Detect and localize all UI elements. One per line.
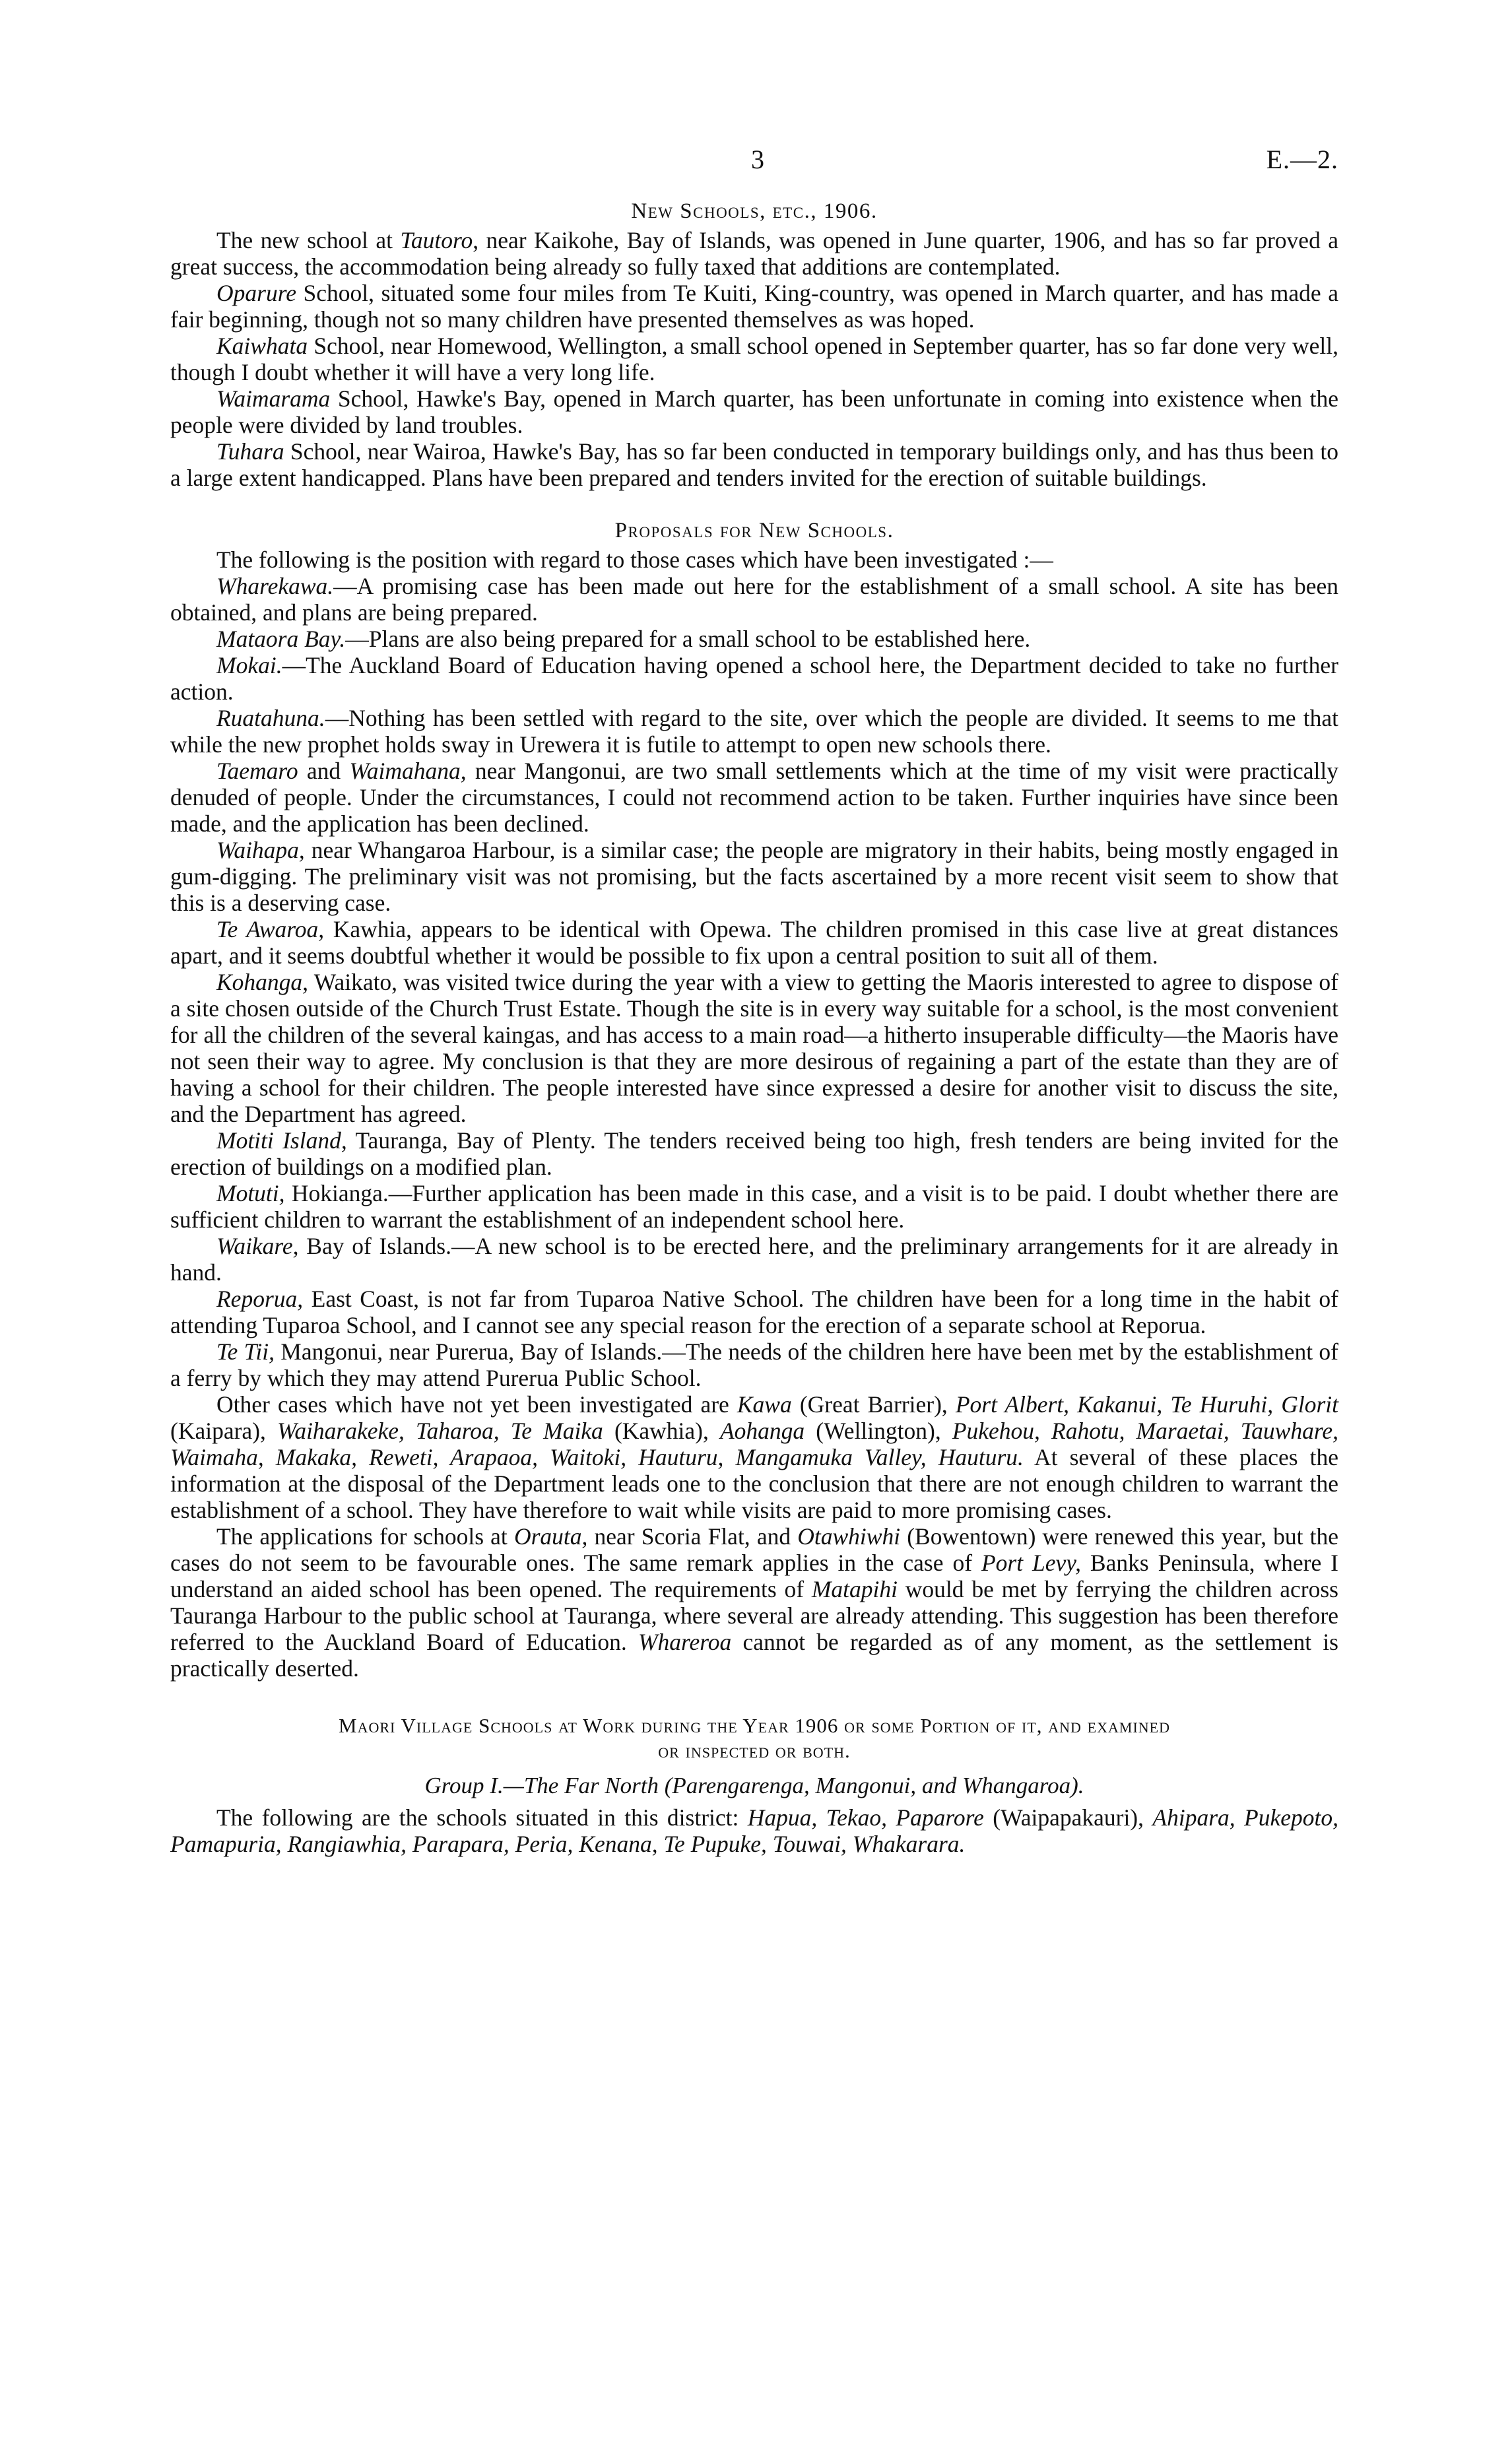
text-run: Kawhia, appears to be identical with Opewa. The children promised in this case live at great distances apart, and it seems doubtful whether it would be possible to fix upon a central position to suit all of them.: [170, 916, 1338, 969]
italic-text: Whareroa: [638, 1629, 732, 1655]
paragraph: [170, 1338, 1338, 1391]
text-run: would be met by ferrying the children across Tauranga Harbour to the public school at Tauranga, where several are already attending. This suggestion has been therefore referred to the Auckland Board of Education.: [170, 1576, 1338, 1655]
paragraph: [170, 837, 1338, 916]
italic-text: Matapihi: [811, 1576, 898, 1602]
italic-text: Mataora Bay.: [216, 626, 346, 652]
text-run: The following are the schools situated in this district:: [216, 1804, 748, 1831]
text-run: —Nothing has been settled with regard to the site, over which the people are divided. It seems to me that while the new prophet holds sway in Urewera it is futile to attempt to open new schools there.: [170, 705, 1338, 758]
italic-text: Kaiwhata: [216, 333, 308, 359]
italic-text: Mokai.: [216, 652, 282, 678]
paragraph: [170, 1233, 1338, 1286]
village-schools-body: [170, 1804, 1338, 1857]
text-run: Other cases which have not yet been investigated are: [216, 1391, 737, 1418]
text-run: Banks Peninsula, where I understand an aided school has been opened. The requirements of: [170, 1550, 1338, 1602]
paragraph: [170, 438, 1338, 491]
text-run: School, near Homewood, Wellington, a small school opened in September quarter, has so far done very well, though I doubt whether it will have a very long life.: [170, 333, 1338, 385]
paragraph: [170, 227, 1338, 280]
italic-text: Port Albert, Kakanui, Te Huruhi, Glorit: [955, 1391, 1338, 1418]
italic-text: Kohanga,: [216, 969, 309, 995]
paragraph: [170, 705, 1338, 758]
italic-text: Aohanga: [719, 1418, 805, 1444]
new-schools-body: [170, 227, 1338, 491]
text-run: The following is the position with regard to those cases which have been investigated :—: [216, 546, 1053, 573]
paragraph: [170, 1180, 1338, 1233]
italic-text: Pukehou, Rahotu, Maraetai, Tauwhare, Waimaha, Makaka, Reweti, Arapaoa, Waitoki, Hauturu, Mangamuka Valley, Hauturu.: [170, 1418, 1338, 1470]
section-title-line: Maori Village Schools at Work during the Year 1906 or some Portion of it, and examined: [339, 1714, 1170, 1737]
page-number: 3: [751, 145, 764, 174]
italic-text: Te Tii,: [216, 1338, 275, 1365]
group-heading: [170, 1773, 1338, 1799]
text-run: The new school at: [216, 227, 401, 253]
text-run: Bay of Islands.—A new school is to be erected here, and the preliminary arrangements for it are already in hand.: [170, 1233, 1338, 1286]
text-run: , near Kaikohe, Bay of Islands, was opened in June quarter, 1906, and has so far proved a great success, the accommodation being already so fully taxed that additions are contemplated.: [170, 227, 1339, 280]
section-title-village-schools: [170, 1713, 1338, 1763]
text-run: cannot be regarded as of any moment, as the settlement is practically deserted.: [170, 1629, 1338, 1682]
italic-text: Port Levy,: [981, 1550, 1081, 1576]
italic-text: Group I.—The Far North (Parengarenga, Mangonui, and Whangaroa).: [424, 1773, 1084, 1798]
paragraph: [170, 546, 1338, 573]
italic-text: Reporua,: [216, 1286, 304, 1312]
section-spacer: [170, 491, 1338, 517]
italic-text: Tautoro: [400, 227, 473, 253]
italic-text: Motiti Island,: [216, 1127, 347, 1154]
text-run: (Waipapakauri),: [983, 1804, 1153, 1831]
paragraph: [170, 969, 1338, 1127]
text-run: (Wellington),: [805, 1418, 952, 1444]
italic-text: Motuti,: [216, 1180, 285, 1206]
document-page: [170, 139, 1338, 1857]
italic-text: Ahipara, Pukepoto, Pamapuria, Rangiawhia, Parapara, Peria, Kenana, Te Pupuke, Touwai, Whakarara.: [170, 1804, 1338, 1857]
text-run: —A promising case has been made out here for the establishment of a small school. A site has been obtained, and plans are being prepared.: [170, 573, 1338, 626]
text-run: Tauranga, Bay of Plenty. The tenders received being too high, fresh tenders are being invited for the erection of buildings on a modified plan.: [170, 1127, 1339, 1180]
text-run: The applications for schools at: [216, 1523, 514, 1550]
italic-text: Wharekawa.: [216, 573, 334, 599]
paragraph: [170, 1804, 1338, 1857]
italic-text: Tuhara: [216, 438, 284, 465]
text-run: near Scoria Flat, and: [587, 1523, 798, 1550]
text-run: East Coast, is not far from Tuparoa Native School. The children have been for a long time in the habit of attending Tuparoa School, and I cannot see any special reason for the erection of a separate school at Reporua.: [170, 1286, 1338, 1338]
italic-text: Orauta,: [513, 1523, 588, 1550]
text-run: (Kaipara),: [170, 1418, 277, 1444]
paragraph: [170, 758, 1338, 837]
paragraph: [170, 385, 1338, 438]
page-header: [170, 139, 1338, 198]
paragraph: [170, 573, 1338, 626]
section-title-line: or inspected or both.: [658, 1739, 851, 1762]
italic-text: Taemaro: [216, 758, 298, 784]
text-run: School, near Wairoa, Hawke's Bay, has so far been conducted in temporary buildings only, and has thus been to a large extent handicapped. Plans have been prepared and tenders invited for the erection of suitable buildings.: [170, 438, 1338, 491]
italic-text: Oparure: [216, 280, 296, 306]
paragraph: [170, 280, 1338, 333]
document-reference: E.—2.: [1266, 145, 1338, 174]
text-run: Mangonui, near Purerua, Bay of Islands.—The needs of the children here have been met by the establishment of a ferry by which they may attend Purerua Public School.: [170, 1338, 1338, 1391]
paragraph: [170, 1391, 1338, 1523]
paragraph: [170, 652, 1338, 705]
italic-text: Waimahana,: [349, 758, 467, 784]
section-spacer: [170, 1682, 1338, 1713]
section-title-new-schools: New Schools, etc., 1906.: [631, 199, 878, 223]
text-run: Hokianga.—Further application has been made in this case, and a visit is to be paid. I doubt whether there are sufficient children to warrant the establishment of an independent school here.: [170, 1180, 1338, 1233]
proposals-body: [170, 546, 1338, 1682]
italic-text: Hapua, Tekao, Paparore: [747, 1804, 984, 1831]
italic-text: Waiharakeke, Taharoa, Te Maika: [277, 1418, 603, 1444]
italic-text: Otawhiwhi: [797, 1523, 901, 1550]
italic-text: Kawa: [737, 1391, 792, 1418]
text-run: (Kawhia),: [603, 1418, 720, 1444]
text-run: (Bowentown) were renewed this year, but the cases do not seem to be favourable ones. The same remark applies in the case of: [170, 1523, 1338, 1576]
italic-text: Ruatahuna.: [216, 705, 325, 731]
text-run: School, Hawke's Bay, opened in March quarter, has been unfortunate in coming into existence when the people were divided by land troubles.: [170, 385, 1338, 438]
italic-text: Te Awaroa,: [216, 916, 325, 942]
text-run: Waikato, was visited twice during the year with a view to getting the Maoris interested to agree to dispose of a site chosen outside of the Church Trust Estate. Though the site is in every way suitable for a school, is the most convenient for all the children of the several kaingas, and has access to a main road—a hitherto insuperable difficulty—the Maoris have not seen their way to agree. My conclusion is that they are more desirous of regaining a part of the estate than they are of having a school for their children. The people interested have since expressed a desire for another visit to discuss the site, and the Department has agreed.: [170, 969, 1338, 1127]
paragraph: [170, 1127, 1338, 1180]
italic-text: Waihapa,: [216, 837, 305, 863]
paragraph: [170, 916, 1338, 969]
text-run: —Plans are also being prepared for a small school to be established here.: [345, 626, 1031, 652]
paragraph: [170, 1523, 1338, 1682]
paragraph: [170, 626, 1338, 652]
paragraph: [170, 1286, 1338, 1338]
text-run: School, situated some four miles from Te Kuiti, King-country, was opened in March quarter, and has made a fair beginning, though not so many children have presented themselves as was hoped.: [170, 280, 1338, 333]
text-run: and: [298, 758, 350, 784]
text-run: near Mangonui, are two small settlements which at the time of my visit were practically denuded of people. Under the circumstances, I could not recommend action to be taken. Further inquiries have since been made, and the application has been declined.: [170, 758, 1339, 837]
text-run: (Great Barrier),: [791, 1391, 956, 1418]
paragraph: [170, 333, 1338, 385]
text-run: At several of these places the information at the disposal of the Department leads one to the conclusion that there are not enough children to warrant the establishment of a school. They have therefore to wait while visits are paid to more promising cases.: [170, 1444, 1338, 1523]
text-run: —The Auckland Board of Education having opened a school here, the Department decided to take no further action.: [170, 652, 1338, 705]
text-run: near Whangaroa Harbour, is a similar case; the people are migratory in their habits, being mostly engaged in gum-digging. The preliminary visit was not promising, but the facts ascertained by a more recent visit seem to show that this is a deserving case.: [170, 837, 1338, 916]
italic-text: Waimarama: [216, 385, 331, 412]
italic-text: Waikare,: [216, 1233, 299, 1259]
section-title-proposals: Proposals for New Schools.: [614, 519, 894, 542]
